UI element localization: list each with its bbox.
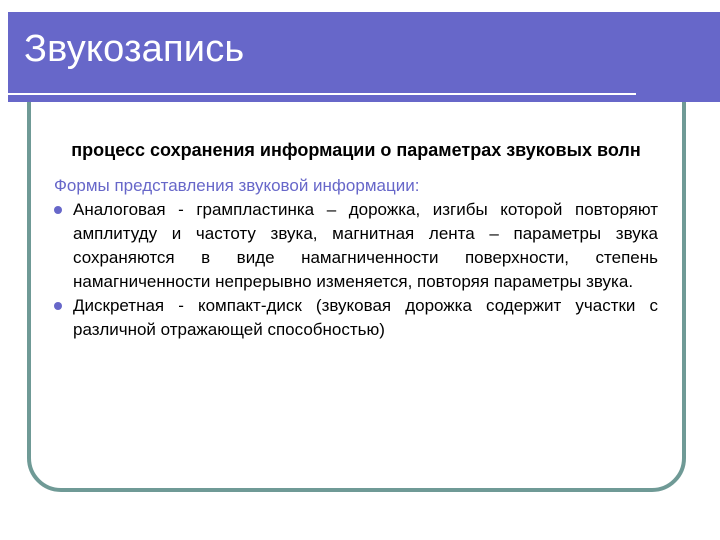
bullet-dot-icon — [54, 206, 62, 214]
title-underline — [8, 93, 636, 95]
bullet-text: Дискретная - компакт-диск (звуковая дорожка содержит участки с различной отражающей способностью) — [73, 296, 658, 339]
slide-content — [54, 136, 658, 342]
bullet-list — [54, 198, 658, 342]
forms-header: Формы представления звуковой информации: — [54, 176, 420, 195]
list-item — [54, 294, 658, 342]
slide-title: Звукозапись — [24, 28, 245, 70]
bullet-text: Аналоговая - грампластинка – дорожка, изгибы которой повторяют амплитуду и частоту звука, магнитная лента – параметры звука сохраняются в виде намагниченности поверхности, степень намагниченности непрерывно изменяется, повторяя параметры звука. — [73, 200, 658, 291]
slide-subtitle: процесс сохранения информации о параметрах звуковых волн — [71, 140, 641, 160]
list-item — [54, 198, 658, 294]
title-bar-edge — [684, 12, 720, 102]
bullet-dot-icon — [54, 302, 62, 310]
